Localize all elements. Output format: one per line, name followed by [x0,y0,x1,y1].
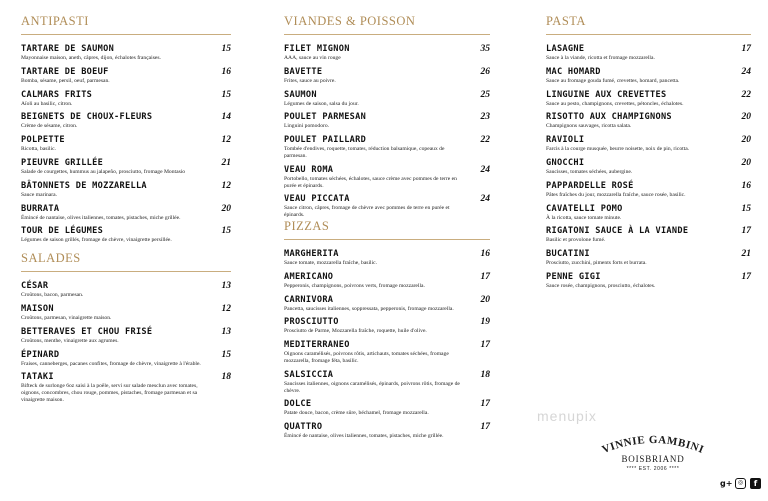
menu-item-name: TARTARE DE SAUMON [21,44,115,54]
section-title: VIANDES & POISSON [284,14,490,35]
menu-item [21,90,231,108]
menu-item-description: Saucisses, tomates séchées, aubergine. [546,168,633,175]
menu-item-price: 15 [221,44,231,54]
menu-item-description: Basilic et provolone fumé. [546,237,606,244]
menu-item-name: MAC HOMARD [546,66,601,77]
logo-name: VINNIE GAMBINI [600,433,706,457]
menu-item-description: Sauce tomate, mozzarella fraîche, basilic. [284,259,378,266]
menu-item-price: 20 [741,135,751,146]
menu-item-row [284,112,490,122]
menu-item-name: VEAU PICCATA [284,194,350,205]
menu-item-name: CALMARS FRITS [21,89,93,100]
menu-item-price: 20 [221,203,231,214]
menu-item [284,165,490,190]
menu-item-name: QUATTRO [284,422,323,433]
menu-item-row [546,226,751,236]
menu-item-row [21,67,231,77]
menu-item-price: 16 [221,66,231,77]
menu-item [284,112,490,130]
menu-item-description: Aïoli au basilic, citron. [21,100,73,107]
menu-item-name: SAUMON [284,89,317,100]
menu-item-row [21,304,231,314]
section-title: PIZZAS [284,219,490,240]
menu-item-name: LINGUINE AUX CREVETTES [546,89,667,100]
menu-item-name: AMERICANO [284,271,334,282]
menu-item-description: Sauce citron, câpres, fromage de chèvre avec pommes de terre en purée et épinards. [284,205,450,219]
menu-item-row [546,135,751,145]
menu-item-row [546,44,751,54]
menu-item-description: Mayonnaise maison, aneth, câpres, dijon, échalotes françaises. [21,55,161,61]
menu-item [546,135,751,153]
menu-item-description: Oignons caramélisés, poivrons rôtis, artichauts, tomates séchées, fromage mozzarella, fromage féta, basilic. [284,351,449,364]
menu-item [546,112,751,130]
section-pasta [546,14,751,290]
google-plus-icon[interactable]: g+ [720,479,733,488]
menu-item [546,204,751,222]
menu-item-description: Salade de courgettes, hummus au jalapeño, prosciutto, fromage Montasio [21,168,186,175]
menu-item-description: Légumes de saison, salsa du jour. [284,100,359,107]
menu-item [21,226,231,244]
menu-item-name: BAVETTE [284,66,323,77]
menu-item [21,304,231,322]
menu-item-price: 13 [221,281,231,292]
logo-city: BOISBRIAND [621,454,685,464]
menu-item [21,112,231,130]
menu-item-row [21,44,231,54]
menu-item-price: 16 [741,180,751,191]
menu-item [284,249,490,267]
menu-item-row [284,135,490,145]
menu-item-description: Portobello, tomates séchées, échalotes, sauce crème avec pommes de terre en purée et épinards. [284,175,457,189]
menu-item [284,399,490,417]
menu-item [21,372,231,403]
menu-item-price: 24 [480,164,490,175]
menu-item-name: POULET PARMESAN [284,112,367,123]
menu-item-row [284,295,490,305]
menu-item [21,327,231,345]
facebook-icon[interactable]: f [750,478,761,489]
menu-item-name: BÂTONNETS DE MOZZARELLA [21,180,147,191]
menu-item-name: RISOTTO AUX CHAMPIGNONS [546,112,672,123]
menu-item [21,135,231,153]
menu-item-row [546,249,751,259]
menu-item-row [21,112,231,122]
menu-item-name: PROSCIUTTO [284,317,339,328]
section-title: SALADES [21,251,231,272]
menu-item-price: 12 [221,135,231,146]
menu-item [546,67,751,85]
menu-item-price: 15 [221,349,231,360]
menu-item-price: 19 [480,317,490,328]
menu-item-row [284,272,490,282]
menu-item-name: CARNIVORA [284,294,334,305]
menu-item [21,158,231,176]
menu-item-price: 17 [480,399,490,410]
section-title: ANTIPASTI [21,14,231,35]
menu-item-name: FILET MIGNON [284,44,350,54]
menu-item [546,158,751,176]
middle-column [284,14,490,445]
menu-item-description: Croûtons, bacon, parmesan. [21,292,84,299]
menu-item-description: Prosciutto, zucchini, piments forts et burrata. [546,260,647,267]
social-links [720,478,761,489]
menu-item [284,135,490,160]
menu-item-name: RIGATONI SAUCE À LA VIANDE [546,226,689,237]
menu-item-description: Prosciutto de Parme, Mozzarella fraîche, roquette, huile d'olive. [284,328,427,335]
menu-item-description: Champignons sauvages, ricotta salata. [546,123,632,130]
menu-item-name: POLPETTE [21,135,65,146]
menu-item-price: 17 [480,422,490,433]
menu-item-description: AAA, sauce au vin rouge [284,55,341,61]
menu-item-price: 18 [480,369,490,380]
menu-item-price: 21 [741,249,751,260]
menupix-watermark: menupix [537,408,597,424]
menu-item-row [284,340,490,350]
menu-item-description: Légumes de saison grillés, fromage de chèvre, vinaigrette persillée. [21,237,172,244]
menu-item-price: 35 [480,44,490,54]
menu-item-price: 20 [741,157,751,168]
menu-item-price: 17 [741,44,751,54]
menu-item-row [21,181,231,191]
menu-item-description: Frites, sauce au poivre. [284,77,336,84]
menu-item-row [546,204,751,214]
logo-established: **** EST. 2006 **** [626,466,680,472]
menu-item-price: 17 [741,226,751,237]
menu-item [284,194,490,219]
menu-item-row [284,44,490,54]
menu-item-price: 21 [221,157,231,168]
menu-item [546,272,751,290]
menu-item-price: 24 [741,66,751,77]
menu-item [284,370,490,395]
menu-item-description: Linguini pomodoro. [284,123,330,130]
menu-item-price: 15 [221,226,231,237]
menu-item-price: 17 [480,340,490,351]
section-antipasti [21,14,231,244]
menu-item-row [546,112,751,122]
menu-item-description: Saucisses italiennes, oignons caramélisés, épinards, poivrons rôtis, fromage de chèvre. [284,380,460,394]
menu-item [284,317,490,335]
menu-item-name: PAPPARDELLE ROSÉ [546,180,634,191]
menu-item-name: BETTERAVES ET CHOU FRISÉ [21,326,153,337]
menu-item [546,226,751,244]
section-salades [21,251,231,404]
menu-item-name: ÉPINARD [21,349,60,360]
menu-item [284,422,490,440]
menu-item-row [284,370,490,380]
menu-item-row [546,158,751,168]
menu-item-name: PIEUVRE GRILLÉE [21,157,104,168]
menu-item [546,44,751,62]
menu-item-price: 22 [741,89,751,100]
menu-item-name: BEIGNETS DE CHOUX-FLEURS [21,112,153,123]
menu-item-description: Sauce au fromage gouda fumé, crevettes, homard, pancetta. [546,77,680,84]
menu-item-description: Sauce au pesto, champignons, crevettes, pétoncles, échalotes. [546,100,684,107]
menu-item [21,281,231,299]
menu-item-name: CÉSAR [21,281,49,292]
menu-item [546,181,751,199]
menu-item-name: PENNE GIGI [546,271,601,282]
menu-item-price: 20 [741,112,751,123]
menu-item-name: LASAGNE [546,44,585,54]
menu-item-description: Patate douce, bacon, crème sûre, béchamel, fromage mozzarella. [284,410,429,417]
menu-item-description: Bomba, sésame, persil, oeuf, parmesan. [21,77,110,84]
menu-item-row [546,272,751,282]
menu-item-price: 17 [480,271,490,282]
menu-item [284,272,490,290]
menu-item-description: Ricotta, basilic. [21,146,56,153]
menu-item-price: 24 [480,194,490,205]
menu-item [284,340,490,365]
menu-item-name: RAVIOLI [546,135,585,146]
menu-item-price: 16 [480,248,490,259]
menu-item-row [21,350,231,360]
menu-item [284,67,490,85]
menu-item-name: BUCATINI [546,249,590,260]
menu-item-description: Crème de sésame, citron. [21,123,78,130]
menu-item-row [21,135,231,145]
menu-item-row [546,181,751,191]
menu-item-price: 12 [221,180,231,191]
menu-item-description: Tombée d'endives, roquette, tomates, réduction balsamique, copeaux de parmesan. [284,146,445,159]
menu-item-name: TATAKI [21,372,54,383]
menu-item-row [21,158,231,168]
menu-item-price: 18 [221,372,231,383]
menu-item-price: 14 [221,112,231,123]
restaurant-logo [594,428,712,480]
menu-item-description: À la ricotta, sauce tomate minute. [546,214,622,221]
menu-item-name: DOLCE [284,399,312,410]
menu-item-row [21,327,231,337]
menu-item [21,67,231,85]
menu-item-row [284,399,490,409]
menu-item-row [284,249,490,259]
menu-item-price: 26 [480,66,490,77]
menu-item-row [21,204,231,214]
right-column [546,14,751,295]
menu-item-description: Pepperonis, champignons, poivrons verts, fromage mozzarella. [284,282,425,289]
menu-item-description: Croûtons, parmesan, vinaigrette maison. [21,314,112,321]
menu-item-row [284,67,490,77]
menu-item-price: 13 [221,326,231,337]
menu-item [546,249,751,267]
menu-item-price: 20 [480,294,490,305]
menu-item [21,204,231,222]
menu-item-description: Sauce rosée, champignons, prosciutto, échalotes. [546,282,656,289]
menu-item-name: MAISON [21,303,54,314]
menu-item-row [21,226,231,236]
section-viandes-poisson [284,14,490,219]
menu-item [21,44,231,62]
menu-item-row [21,281,231,291]
menu-item-price: 15 [221,89,231,100]
menu-item-row [21,90,231,100]
menu-item-price: 17 [741,271,751,282]
menu-item [21,350,231,368]
menu-item-name: VEAU ROMA [284,164,334,175]
menu-item-description: Farcis à la courge musquée, beurre noisette, noix de pin, ricotta. [546,146,690,153]
menu-item-name: SALSICCIA [284,369,334,380]
menu-item-name: MEDITERRANEO [284,340,350,351]
menu-item [21,181,231,199]
menu-item-description: Émincé de nantaise, olives italiennes, tomates, pistaches, miche grillée. [21,214,181,221]
menu-item-description: Pancetta, saucisses italiennes, soppressata, pepperonis, fromage mozzarella. [284,305,454,312]
menu-item-name: POULET PAILLARD [284,135,367,146]
menu-item-name: TARTARE DE BOEUF [21,66,109,77]
menu-item-row [21,372,231,382]
menu-item [284,295,490,313]
menu-item-description: Fraises, canneberges, pacanes confites, fromage de chèvre, vinaigrette à l'érable. [21,360,201,367]
menu-item [284,44,490,62]
menu-item-description: Sauce à la viande, ricotta et fromage mozzarella. [546,55,655,61]
menu-item-description: Croûtons, menthe, vinaigrette aux agrumes. [21,337,119,344]
menu-item-name: CAVATELLI POMO [546,203,623,214]
menu-item-description: Émincé de nantaise, olives italiennes, tomates, pistaches, miche grillée. [284,433,444,440]
menu-item-price: 23 [480,112,490,123]
left-column [21,14,231,409]
menu-item-price: 15 [741,203,751,214]
menu-item-price: 25 [480,89,490,100]
section-pizzas [284,219,490,440]
menu-item-row [284,90,490,100]
menu-item-description: Sauce marinara. [21,191,58,198]
menu-item-row [284,165,490,175]
menu-item-row [284,194,490,204]
menu-item-row [546,67,751,77]
menu-item-row [546,90,751,100]
section-title: PASTA [546,14,751,35]
menu-item-price: 12 [221,303,231,314]
menu-item-name: BURRATA [21,203,60,214]
menu-item-name: TOUR DE LÉGUMES [21,226,104,237]
menu-item-price: 22 [480,135,490,146]
menu-item [546,90,751,108]
menu-item-description: Pâtes fraîches du jour, mozzarella fraîche, sauce rosée, basilic. [546,191,686,198]
instagram-icon[interactable]: ◎ [735,478,746,489]
menu-item-name: MARGHERITA [284,248,339,259]
menu-item [284,90,490,108]
menu-item-row [284,317,490,327]
menu-item-description: Bifteck de surlonge 6oz saisi à la poêle, servi sur salade mesclun avec tomates, oignons, concombres, chou rouge, pommes, pistaches, fromage parmesan et sa vinaigrette maison. [21,383,198,403]
menu-item-name: GNOCCHI [546,157,585,168]
menu-item-row [284,422,490,432]
